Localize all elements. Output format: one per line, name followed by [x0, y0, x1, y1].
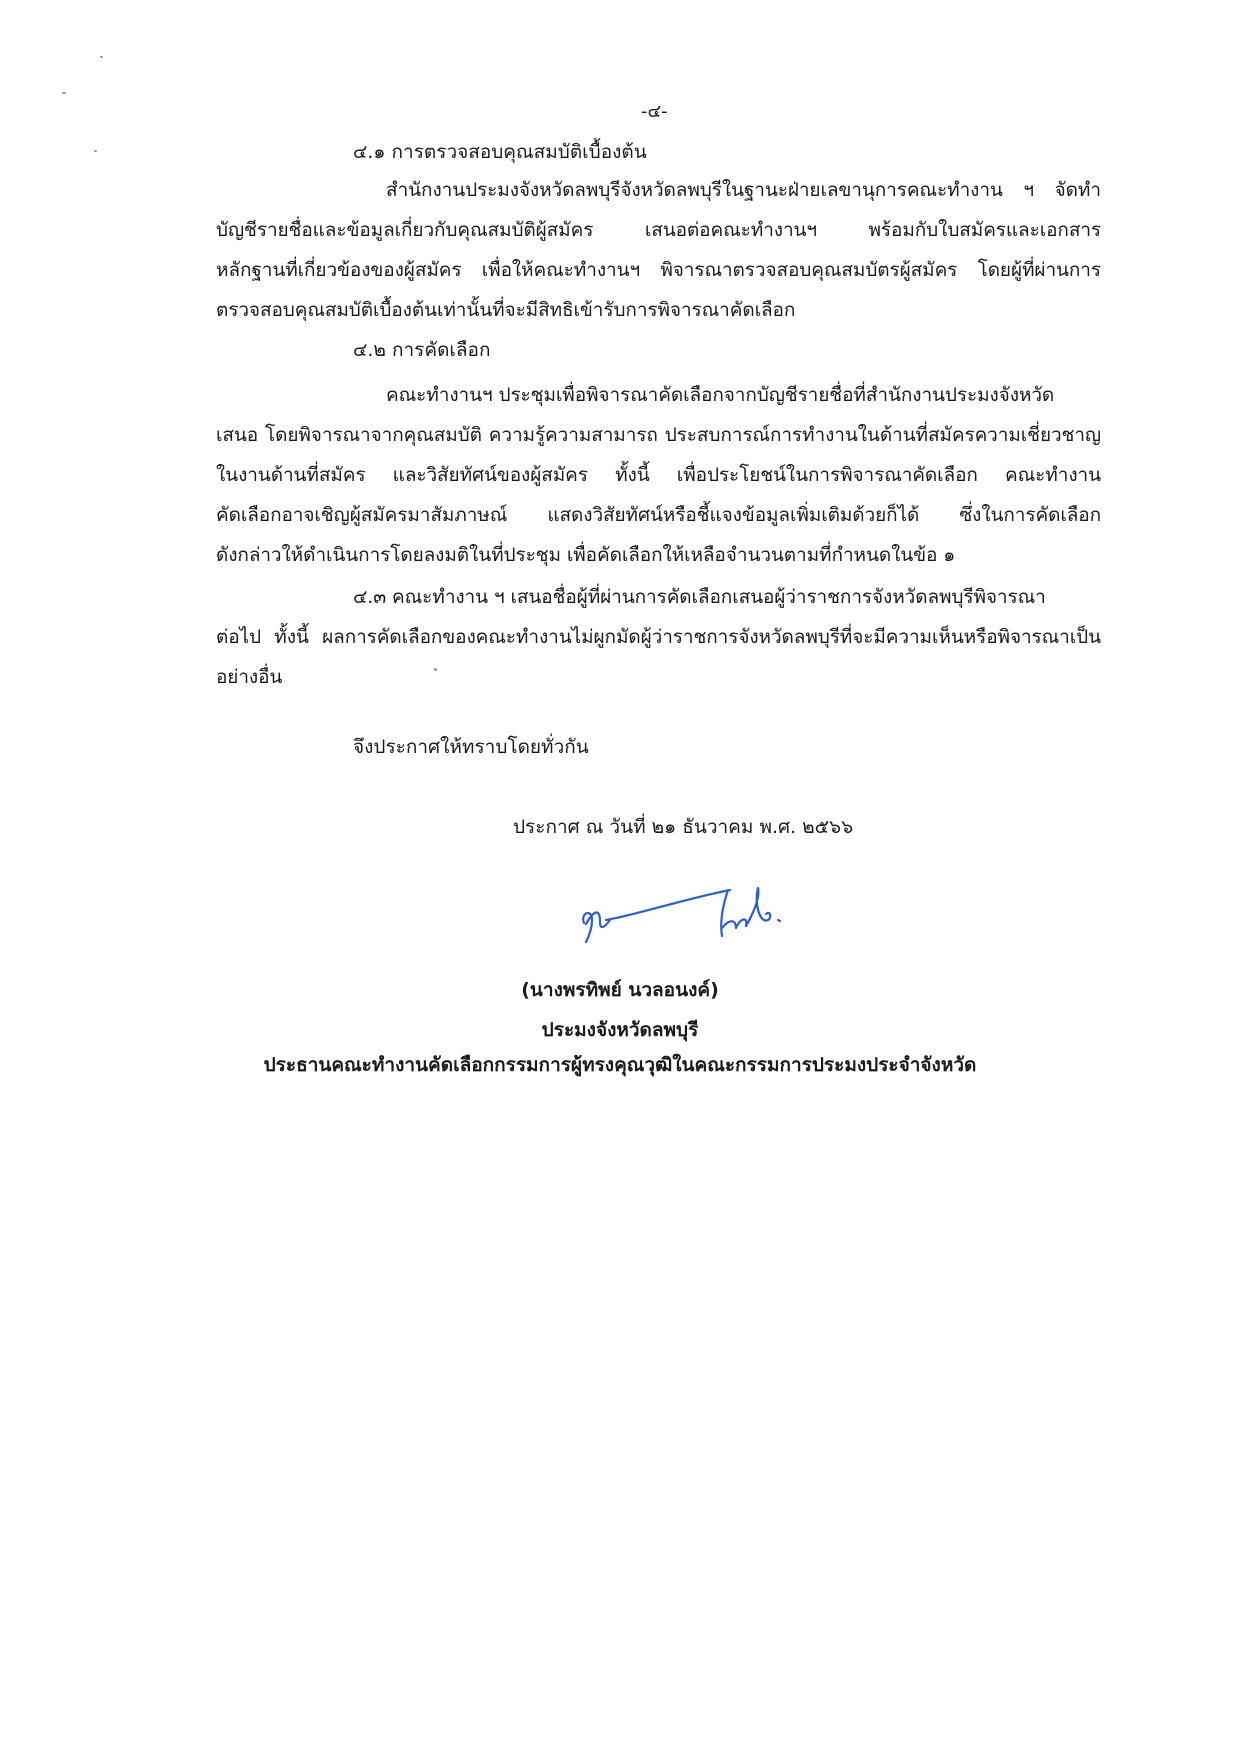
section-4-2-line: ดังกล่าวให้ดำเนินการโดยลงมติในที่ประชุม เพื่อคัดเลือกให้เหลือจำนวนตามที่กำหนดในข้อ ๑	[216, 544, 956, 566]
section-4-1-heading: ๔.๑ การตรวจสอบคุณสมบัติเบื้องต้น	[353, 141, 647, 163]
page-number: -๔-	[641, 101, 668, 122]
section-4-1-line: บัญชีรายชื่อและข้อมูลเกี่ยวกับคุณสมบัติผู้สมัคร เสนอต่อคณะทำงานฯ พร้อมกับใบสมัครและเอกสาร	[216, 219, 1101, 241]
section-4-2-heading: ๔.๒ การคัดเลือก	[353, 339, 491, 361]
section-4-2-line: ในงานด้านที่สมัคร และวิสัยทัศน์ของผู้สมัคร ทั้งนี้ เพื่อประโยชน์ในการพิจารณาคัดเลือก คณะทำงาน	[216, 464, 1101, 486]
section-4-2-line: เสนอ โดยพิจารณาจากคุณสมบัติ ความรู้ความสามารถ ประสบการณ์การทำงานในด้านที่สมัครความเชี่ยวชาญ	[216, 424, 1101, 446]
section-4-3-line: ต่อไป ทั้งนี้ ผลการคัดเลือกของคณะทำงานไม่ผูกมัดผู้ว่าราชการจังหวัดลพบุรีที่จะมีความเห็นหรือพิจารณาเป็น	[216, 626, 1101, 648]
date-line: ประกาศ ณ วันที่ ๒๑ ธันวาคม พ.ศ. ๒๕๖๖	[513, 816, 854, 838]
signatory-role: ประธานคณะทำงานคัดเลือกกรรมการผู้ทรงคุณวุฒิในคณะกรรมการประมงประจำจังหวัด	[263, 1054, 977, 1076]
signatory-position: ประมงจังหวัดลพบุรี	[541, 1019, 699, 1041]
section-4-1-line: หลักฐานที่เกี่ยวข้องของผู้สมัคร เพื่อให้คณะทำงานฯ พิจารณาตรวจสอบคุณสมบัตรผู้สมัคร โดยผู้ที่ผ่านการ	[216, 259, 1101, 281]
section-4-2-line: คัดเลือกอาจเชิญผู้สมัครมาสัมภาษณ์ แสดงวิสัยทัศน์หรือชี้แจงข้อมูลเพิ่มเติมด้วยก็ได้ ซึ่งในการคัดเลือก	[216, 504, 1101, 526]
scan-speck	[62, 92, 66, 94]
section-4-3-line: ๔.๓ คณะทำงาน ฯ เสนอชื่อผู้ที่ผ่านการคัดเลือกเสนอผู้ว่าราชการจังหวัดลพบุรีพิจารณา	[353, 586, 1046, 608]
section-4-3-line: อย่างอื่น	[216, 666, 283, 688]
scan-speck	[100, 56, 103, 58]
signatory-name: (นางพรทิพย์ นวลอนงค์)	[521, 979, 719, 1001]
section-4-2-line: คณะทำงานฯ ประชุมเพื่อพิจารณาคัดเลือกจากบัญชีรายชื่อที่สำนักงานประมงจังหวัด	[386, 384, 1055, 406]
scan-speck	[94, 150, 97, 152]
section-4-1-line: ตรวจสอบคุณสมบัติเบื้องต้นเท่านั้นที่จะมีสิทธิเข้ารับการพิจารณาคัดเลือก	[216, 299, 796, 321]
handwritten-signature	[570, 868, 810, 958]
section-4-1-line: สำนักงานประมงจังหวัดลพบุรีจังหวัดลพบุรีในฐานะฝ่ายเลขานุการคณะทำงาน ฯ จัดทำ	[386, 179, 1101, 201]
announcement-text: จึงประกาศให้ทราบโดยทั่วกัน	[353, 736, 589, 758]
